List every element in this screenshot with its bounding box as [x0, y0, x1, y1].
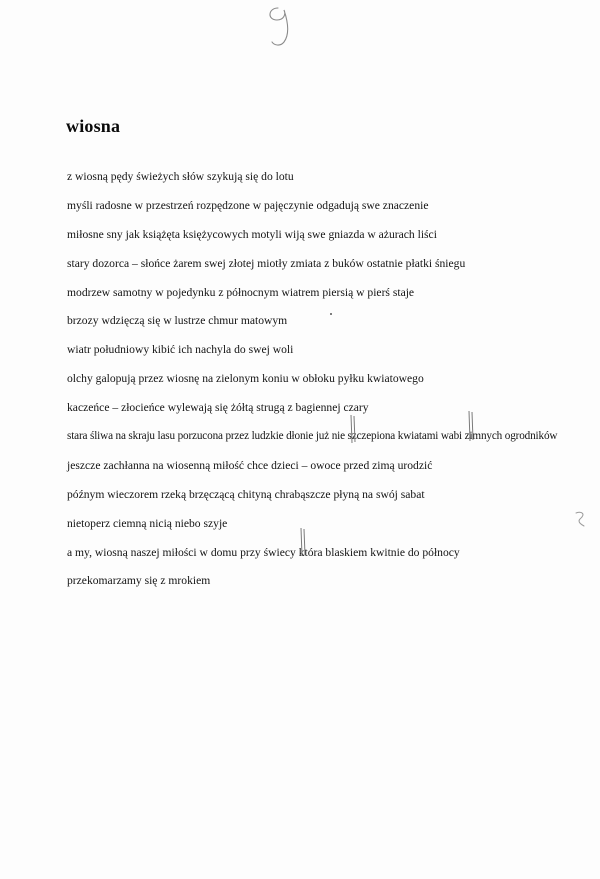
poem-line: wiatr południowy kibić ich nachyla do swej woli	[67, 343, 294, 357]
poem-line: brzozy wdzięczą się w lustrze chmur matowym	[67, 314, 288, 328]
poem-line: jeszcze zachłanna na wiosenną miłość chce dzieci – owoce przed zimą urodzić	[67, 458, 433, 472]
poem-line: późnym wieczorem rzeką brzęczącą chityną chrabąszcze płyną na swój sabat	[67, 487, 425, 501]
poem-line: a my, wiosną naszej miłości w domu przy świecy która blaskiem kwitnie do północy	[67, 545, 460, 559]
poem-line: stary dozorca – słońce żarem swej złotej miotły zmiata z buków ostatnie płatki śniegu	[67, 256, 466, 270]
poem-line: modrzew samotny w pojedynku z północnym wiatrem piersią w pierś staje	[67, 285, 415, 299]
poem-line: nietoperz ciemną nicią niebo szyje	[67, 516, 228, 530]
poem-line: olchy galopują przez wiosnę na zielonym koniu w obłoku pyłku kwiatowego	[67, 372, 424, 386]
handwritten-page-number-mark	[264, 2, 294, 48]
poem-title: wiosna	[66, 116, 121, 136]
poem-body	[67, 170, 557, 603]
poem-line: kaczeńce – złocieńce wylewają się żółtą strugą z bagiennej czary	[67, 401, 369, 415]
poem-line: myśli radosne w przestrzeń rozpędzone w pajęczynie odgadują swe znaczenie	[67, 198, 429, 212]
margin-pencil-mark	[574, 510, 588, 528]
poem-line: z wiosną pędy świeżych słów szykują się do lotu	[67, 170, 294, 183]
poem-line: stara śliwa na skraju lasu porzucona przez ludzkie dłonie już nie szczepiona kwiatami wabi zimnych ogrodników	[67, 430, 558, 443]
poem-line: przekomarzamy się z mrokiem	[67, 574, 211, 588]
poem-line: miłosne sny jak książęta księżycowych motyli wiją swe gniazda w ażurach liści	[67, 227, 437, 241]
